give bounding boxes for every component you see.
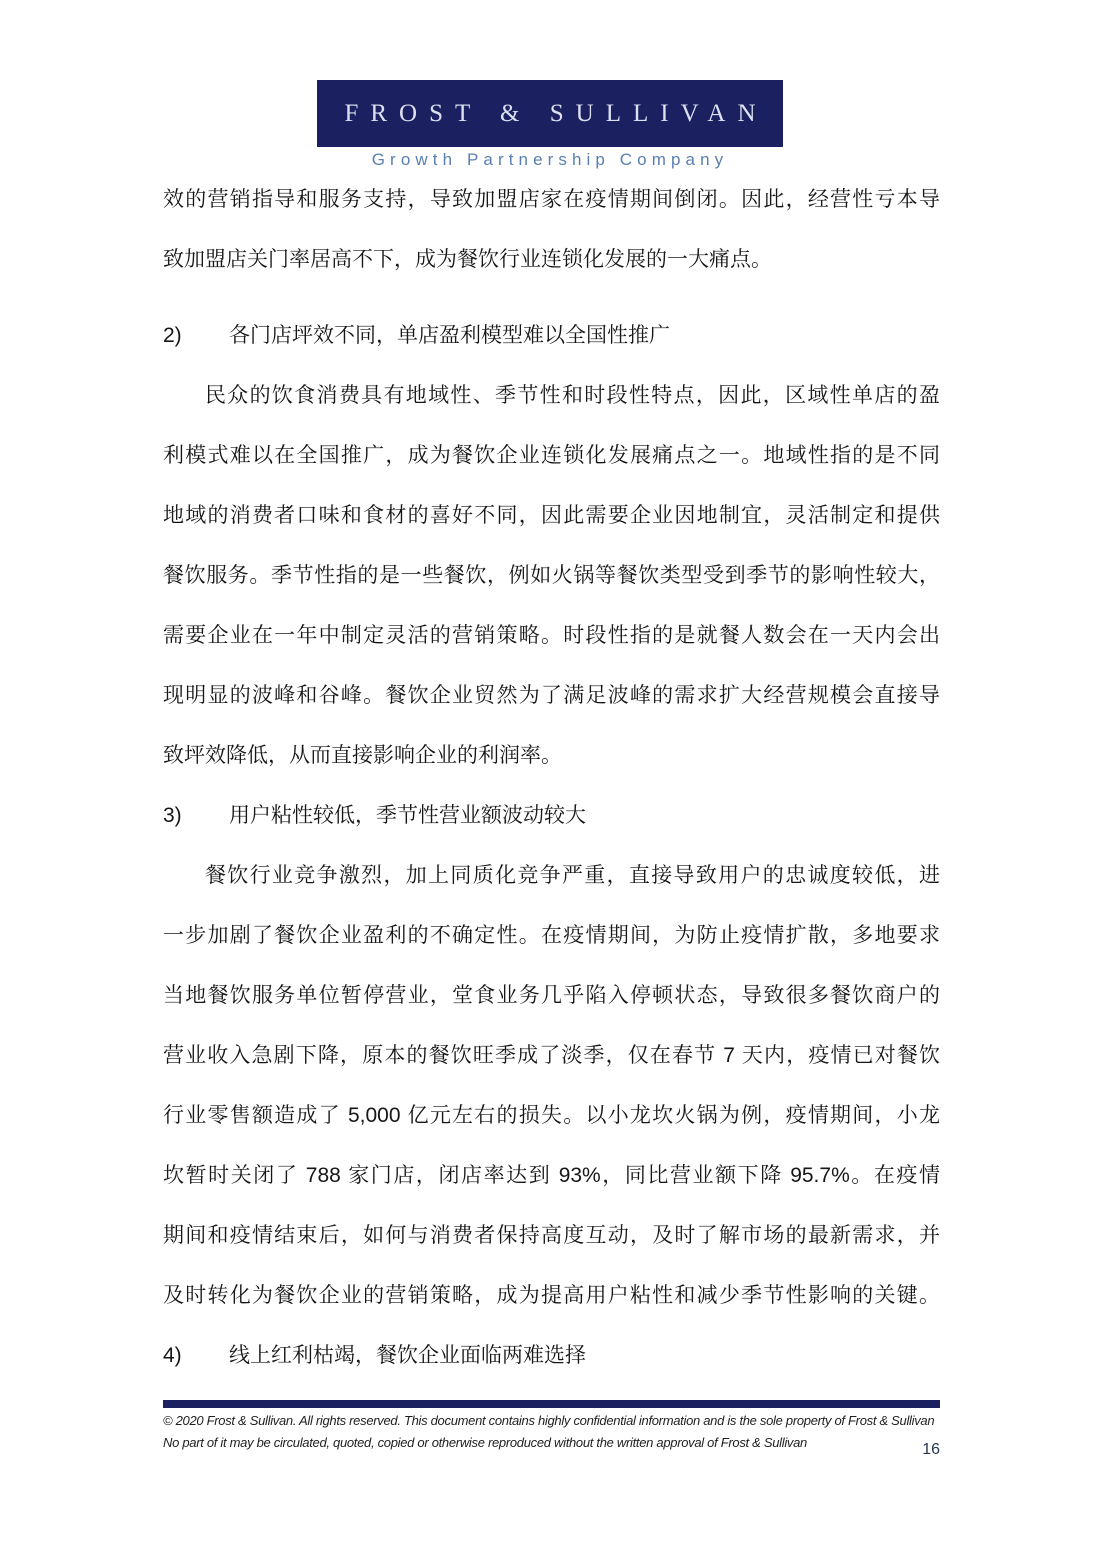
text-line: 及时转化为餐饮企业的营销策略，成为提高用户粘性和减少季节性影响的关键。: [163, 1284, 940, 1307]
text-line: 效的营销指导和服务支持，导致加盟店家在疫情期间倒闭。因此，经营性亏本导: [163, 188, 940, 211]
text-line: 坎暂时关闭了 788 家门店，闭店率达到 93%，同比营业额下降 95.7%。在疫情: [163, 1164, 940, 1187]
text-line: 现明显的波峰和谷峰。餐饮企业贸然为了满足波峰的需求扩大经营规模会直接导: [163, 684, 940, 707]
text-line: 一步加剧了餐饮企业盈利的不确定性。在疫情期间，为防止疫情扩散，多地要求: [163, 924, 940, 947]
page-number: 16: [922, 1441, 940, 1458]
heading-title: 线上红利枯竭，餐饮企业面临两难选择: [229, 1344, 586, 1367]
text-line: 利模式难以在全国推广，成为餐饮企业连锁化发展痛点之一。地域性指的是不同: [163, 444, 940, 467]
heading-title: 各门店坪效不同，单店盈利模型难以全国性推广: [229, 324, 670, 347]
heading-number: 3): [163, 804, 182, 827]
heading-title: 用户粘性较低，季节性营业额波动较大: [229, 804, 586, 827]
text-line: 致坪效降低，从而直接影响企业的利润率。: [163, 744, 562, 767]
heading-number: 4): [163, 1344, 182, 1367]
section-heading-2: [163, 306, 940, 366]
footer-divider: [163, 1400, 940, 1408]
text-line: 行业零售额造成了 5,000 亿元左右的损失。以小龙坎火锅为例，疫情期间，小龙: [163, 1104, 940, 1127]
footer-copyright-line2: No part of it may be circulated, quoted, copied or otherwise reproduced without the written approval of Frost & Sullivan: [163, 1435, 807, 1450]
footer-copyright-line1: © 2020 Frost & Sullivan. All rights reserved. This document contains highly confidential information and is the sole property of Frost & Sullivan: [163, 1413, 935, 1428]
text-line: 致加盟店关门率居高不下，成为餐饮行业连锁化发展的一大痛点。: [163, 248, 772, 271]
text-line: 营业收入急剧下降，原本的餐饮旺季成了淡季，仅在春节 7 天内，疫情已对餐饮: [163, 1044, 940, 1067]
section-heading-3: [163, 786, 940, 846]
heading-number: 2): [163, 324, 182, 347]
text-line: 当地餐饮服务单位暂停营业，堂食业务几乎陷入停顿状态，导致很多餐饮商户的: [163, 984, 940, 1007]
section-heading-4: [163, 1326, 940, 1386]
text-line: 需要企业在一年中制定灵活的营销策略。时段性指的是就餐人数会在一天内会出: [163, 624, 940, 647]
text-line: 餐饮行业竞争激烈，加上同质化竞争严重，直接导致用户的忠诚度较低，进: [205, 864, 940, 887]
text-line: 餐饮服务。季节性指的是一些餐饮，例如火锅等餐饮类型受到季节的影响性较大，: [163, 564, 940, 587]
frost-sullivan-logo: [317, 80, 783, 147]
document-body: [163, 170, 940, 1386]
logo-tagline: Growth Partnership Company: [371, 150, 729, 169]
text-line: 民众的饮食消费具有地域性、季节性和时段性特点，因此，区域性单店的盈: [205, 384, 940, 407]
logo-brand-text: FROST & SULLIVAN: [344, 99, 768, 127]
text-line: 期间和疫情结束后，如何与消费者保持高度互动，及时了解市场的最新需求，并: [163, 1224, 940, 1247]
text-line: 地域的消费者口味和食材的喜好不同，因此需要企业因地制宜，灵活制定和提供: [163, 504, 940, 527]
